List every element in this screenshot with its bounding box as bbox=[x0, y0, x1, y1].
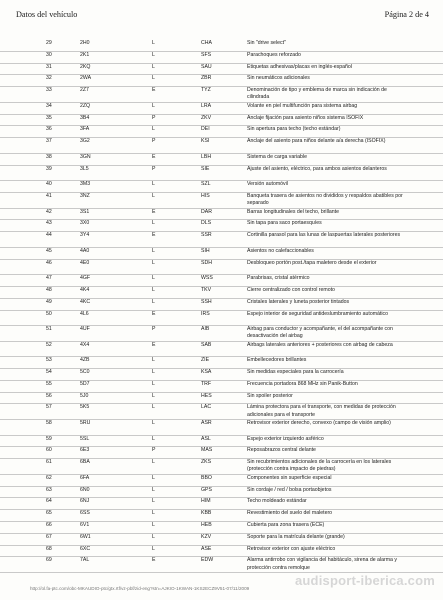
table-row bbox=[0, 475, 443, 487]
pr-code: LAC bbox=[201, 404, 212, 411]
table-row bbox=[0, 404, 443, 420]
category: L bbox=[152, 275, 155, 282]
category: L bbox=[152, 220, 155, 227]
description: Sin "drive select" bbox=[247, 40, 286, 46]
table-row bbox=[0, 393, 443, 405]
table-row bbox=[0, 436, 443, 448]
equipment-table bbox=[0, 40, 443, 573]
table-row bbox=[0, 557, 443, 573]
row-number: 46 bbox=[46, 259, 52, 266]
row-number: 32 bbox=[46, 75, 52, 82]
pr-code: ZBR bbox=[201, 75, 212, 82]
pr-code: DAR bbox=[201, 208, 212, 215]
row-number: 54 bbox=[46, 369, 52, 376]
watermark-logo: audisport-iberica.com bbox=[294, 573, 435, 588]
table-row bbox=[0, 87, 443, 103]
option-code: 3M3 bbox=[80, 181, 91, 188]
description: Sin medidas especiales para la carrocería bbox=[247, 369, 344, 376]
category: L bbox=[152, 192, 155, 199]
description: Airbag para conductor y acompañante, el del acompañante con desactivación del airbag bbox=[247, 326, 393, 340]
pr-code: SIH bbox=[201, 247, 210, 254]
row-number: 37 bbox=[46, 138, 52, 145]
option-code: 4KC bbox=[80, 298, 91, 305]
category: L bbox=[152, 357, 155, 364]
option-code: 5C0 bbox=[80, 369, 90, 376]
option-code: 5SL bbox=[80, 435, 90, 442]
table-row bbox=[0, 260, 443, 276]
row-number: 43 bbox=[46, 220, 52, 227]
table-row bbox=[0, 209, 443, 221]
description: Desbloqueo portón post./tapa maletero desde el exterior bbox=[247, 259, 377, 266]
pr-code: HIS bbox=[201, 192, 210, 199]
row-number: 58 bbox=[46, 420, 52, 427]
row-number: 29 bbox=[46, 40, 52, 46]
document-title: Datos del vehículo bbox=[16, 10, 78, 19]
category: P bbox=[152, 326, 156, 333]
pr-code: SAB bbox=[201, 341, 212, 348]
table-row bbox=[0, 75, 443, 87]
category: L bbox=[152, 435, 155, 442]
description: Banqueta trasera de asientos no divididos y respaldos abatibles por separado bbox=[247, 192, 403, 207]
option-code: 5D7 bbox=[80, 380, 90, 387]
row-number: 34 bbox=[46, 102, 52, 109]
option-code: 3B4 bbox=[80, 114, 90, 121]
category: L bbox=[152, 126, 155, 133]
category: L bbox=[152, 510, 155, 517]
pr-code: HEB bbox=[201, 522, 212, 529]
row-number: 36 bbox=[46, 126, 52, 133]
pr-code: GPS bbox=[201, 486, 212, 493]
table-row bbox=[0, 138, 443, 154]
pr-code: HIM bbox=[201, 498, 211, 505]
row-number: 68 bbox=[46, 545, 52, 552]
table-row bbox=[0, 546, 443, 558]
row-number: 50 bbox=[46, 310, 52, 317]
description: Anclaje fijación para asiento niños sistema ISOFIX bbox=[247, 114, 364, 121]
pr-code: IRS bbox=[201, 310, 210, 317]
pr-code: KSI bbox=[201, 138, 210, 145]
category: L bbox=[152, 404, 155, 411]
table-row bbox=[0, 498, 443, 510]
category: P bbox=[152, 447, 156, 454]
category: L bbox=[152, 298, 155, 305]
option-code: 4ZB bbox=[80, 357, 90, 364]
description: Sin apertura para techo (techo estándar) bbox=[247, 126, 341, 133]
option-code: 4X4 bbox=[80, 341, 90, 348]
option-code: 4UF bbox=[80, 326, 90, 333]
row-number: 40 bbox=[46, 181, 52, 188]
category: E bbox=[152, 87, 156, 94]
pr-code: LRA bbox=[201, 102, 212, 109]
row-number: 47 bbox=[46, 275, 52, 282]
pr-code: LBH bbox=[201, 153, 212, 160]
option-code: 5J0 bbox=[80, 392, 89, 399]
row-number: 61 bbox=[46, 459, 52, 466]
description: Volante en piel multifunción para sistema airbag bbox=[247, 102, 358, 109]
row-number: 60 bbox=[46, 447, 52, 454]
category: E bbox=[152, 208, 156, 215]
row-number: 57 bbox=[46, 404, 52, 411]
table-row bbox=[0, 103, 443, 115]
option-code: 3NZ bbox=[80, 192, 90, 199]
description: Cubierta para zona trasera (ECE) bbox=[247, 522, 325, 529]
category: L bbox=[152, 286, 155, 293]
pr-code: EDW bbox=[201, 557, 214, 564]
category: L bbox=[152, 474, 155, 481]
category: L bbox=[152, 247, 155, 254]
option-code: 6N0 bbox=[80, 486, 90, 493]
pr-code: ZKV bbox=[201, 114, 212, 121]
category: L bbox=[152, 380, 155, 387]
option-code: 4K4 bbox=[80, 286, 90, 293]
category: L bbox=[152, 51, 155, 58]
table-row bbox=[0, 154, 443, 166]
pr-code: AIB bbox=[201, 326, 210, 333]
description: Alarma antirrobo con vigilancia del habitáculo, sirena de alarma y protección contra remolque bbox=[247, 557, 397, 571]
row-number: 63 bbox=[46, 486, 52, 493]
table-row bbox=[0, 381, 443, 393]
pr-code: SAU bbox=[201, 63, 212, 70]
table-row bbox=[0, 232, 443, 248]
description: Denominación de tipo y emblema de marca sin indicación de cilindrada bbox=[247, 87, 387, 101]
row-number: 48 bbox=[46, 286, 52, 293]
option-code: 4A0 bbox=[80, 247, 90, 254]
table-row bbox=[0, 64, 443, 76]
pr-code: SSR bbox=[201, 232, 212, 239]
table-row bbox=[0, 52, 443, 64]
option-code: 5K5 bbox=[80, 404, 90, 411]
option-code: 2H0 bbox=[80, 40, 90, 46]
category: L bbox=[152, 369, 155, 376]
description: Revestimiento del suelo del maletero bbox=[247, 510, 333, 517]
option-code: 6SS bbox=[80, 510, 90, 517]
option-code: 6BA bbox=[80, 459, 90, 466]
table-row bbox=[0, 193, 443, 209]
option-code: 6FA bbox=[80, 474, 90, 481]
description: Ajuste del asiento, eléctrico, para ambos asientos delanteros bbox=[247, 165, 387, 172]
description: Retrovisor exterior derecho, convexo (campo de visión amplio) bbox=[247, 420, 391, 427]
row-number: 39 bbox=[46, 165, 52, 172]
row-number: 66 bbox=[46, 522, 52, 529]
category: L bbox=[152, 392, 155, 399]
category: E bbox=[152, 341, 156, 348]
table-row bbox=[0, 40, 443, 52]
pr-code: CHA bbox=[201, 40, 212, 46]
row-number: 45 bbox=[46, 247, 52, 254]
description: Sin spoiler posterior bbox=[247, 392, 293, 399]
option-code: 6XC bbox=[80, 545, 91, 552]
description: Parachoques reforzado bbox=[247, 51, 301, 58]
pr-code: SFS bbox=[201, 51, 212, 58]
pr-code: SDH bbox=[201, 259, 212, 266]
table-row bbox=[0, 299, 443, 311]
category: L bbox=[152, 533, 155, 540]
table-row bbox=[0, 181, 443, 193]
description: Espejo interior de seguridad antideslumbramiento automático bbox=[247, 310, 389, 317]
option-code: 4GF bbox=[80, 275, 91, 282]
option-code: 6NJ bbox=[80, 498, 90, 505]
table-row bbox=[0, 342, 443, 358]
category: E bbox=[152, 310, 156, 317]
row-number: 65 bbox=[46, 510, 52, 517]
pr-code: TKV bbox=[201, 286, 212, 293]
description: Componentes sin superficie especial bbox=[247, 474, 332, 481]
table-row bbox=[0, 510, 443, 522]
option-code: 3GN bbox=[80, 153, 91, 160]
description: Barras longitudinales del techo, brillante bbox=[247, 208, 339, 215]
pr-code: TYZ bbox=[201, 87, 211, 94]
option-code: 3G2 bbox=[80, 138, 90, 145]
category: P bbox=[152, 114, 156, 121]
pr-code: SIE bbox=[201, 165, 210, 172]
row-number: 33 bbox=[46, 87, 52, 94]
pr-code: BBO bbox=[201, 474, 212, 481]
option-code: 5RU bbox=[80, 420, 91, 427]
category: L bbox=[152, 63, 155, 70]
pr-code: ZIE bbox=[201, 357, 210, 364]
option-code: 4E0 bbox=[80, 259, 90, 266]
description: Soporte para la matrícula delante (grande) bbox=[247, 533, 345, 540]
description: Sin tapa para saco portaesquíes bbox=[247, 220, 322, 227]
pr-code: TRF bbox=[201, 380, 212, 387]
category: E bbox=[152, 232, 156, 239]
table-row bbox=[0, 248, 443, 260]
option-code: 7AL bbox=[80, 557, 90, 564]
category: L bbox=[152, 486, 155, 493]
option-code: 2Z7 bbox=[80, 87, 89, 94]
option-code: 4L6 bbox=[80, 310, 89, 317]
page-number: Página 2 de 4 bbox=[384, 10, 429, 19]
pr-code: ZKS bbox=[201, 459, 212, 466]
table-row bbox=[0, 357, 443, 369]
option-code: 2K1 bbox=[80, 51, 90, 58]
category: L bbox=[152, 259, 155, 266]
category: E bbox=[152, 557, 156, 564]
description: Sin neumáticos adicionales bbox=[247, 75, 310, 82]
table-row bbox=[0, 115, 443, 127]
description: Reposabrazos central delante bbox=[247, 447, 316, 454]
description: Sin cordaje / red / bolsa portaobjetos bbox=[247, 486, 332, 493]
option-code: 6V1 bbox=[80, 522, 90, 529]
pr-code: SSH bbox=[201, 298, 212, 305]
pr-code: KSA bbox=[201, 369, 212, 376]
row-number: 59 bbox=[46, 435, 52, 442]
option-code: 2WA bbox=[80, 75, 92, 82]
table-row bbox=[0, 326, 443, 342]
row-number: 49 bbox=[46, 298, 52, 305]
description: Parabrisas, cristal atérmico bbox=[247, 275, 310, 282]
row-number: 55 bbox=[46, 380, 52, 387]
category: L bbox=[152, 522, 155, 529]
category: L bbox=[152, 545, 155, 552]
row-number: 38 bbox=[46, 153, 52, 160]
table-row bbox=[0, 311, 443, 327]
pr-code: KZV bbox=[201, 533, 212, 540]
category: L bbox=[152, 102, 155, 109]
table-row bbox=[0, 166, 443, 182]
row-number: 41 bbox=[46, 192, 52, 199]
description: Frecuencia portadora 868 MHz sin Panik-Button bbox=[247, 380, 358, 387]
description: Sin recubrimientos adicionales de la carrocería en los laterales (protección contra impacto de piedras) bbox=[247, 459, 392, 473]
description: Asientos no calefaccionables bbox=[247, 247, 314, 254]
pr-code: ASR bbox=[201, 420, 212, 427]
table-row bbox=[0, 420, 443, 436]
description: Embellecedores brillantes bbox=[247, 357, 307, 364]
pr-code: DLS bbox=[201, 220, 212, 227]
row-number: 64 bbox=[46, 498, 52, 505]
row-number: 69 bbox=[46, 557, 52, 564]
option-code: 2KQ bbox=[80, 63, 91, 70]
option-code: 3Y4 bbox=[80, 232, 90, 239]
table-row bbox=[0, 126, 443, 138]
pr-code: DEI bbox=[201, 126, 210, 133]
table-row bbox=[0, 220, 443, 232]
table-row bbox=[0, 447, 443, 459]
category: L bbox=[152, 459, 155, 466]
category: P bbox=[152, 165, 156, 172]
row-number: 67 bbox=[46, 533, 52, 540]
category: L bbox=[152, 420, 155, 427]
option-code: 6W1 bbox=[80, 533, 91, 540]
footer-url: http://ol.fa-ptc.com/obc-MKAUDIO-ptc/gtx.rtf/vz-pbf/zid-eng?stn=AJKIO-1KWAN-1KS2ECZ9V51-07/11/2009 bbox=[30, 586, 250, 591]
row-number: 62 bbox=[46, 474, 52, 481]
row-number: 56 bbox=[46, 392, 52, 399]
row-number: 51 bbox=[46, 326, 52, 333]
table-row bbox=[0, 487, 443, 499]
table-row bbox=[0, 369, 443, 381]
option-code: 2ZQ bbox=[80, 102, 91, 109]
pr-code: ASE bbox=[201, 545, 212, 552]
option-code: 3S1 bbox=[80, 208, 90, 215]
pr-code: WSS bbox=[201, 275, 213, 282]
option-code: 3FA bbox=[80, 126, 90, 133]
pr-code: MAS bbox=[201, 447, 213, 454]
description: Cristales laterales y luneta posterior tintados bbox=[247, 298, 350, 305]
table-row bbox=[0, 534, 443, 546]
row-number: 52 bbox=[46, 341, 52, 348]
row-number: 42 bbox=[46, 208, 52, 215]
description: Espejo exterior izquierdo asférico bbox=[247, 435, 324, 442]
pr-code: HES bbox=[201, 392, 212, 399]
pr-code: ASL bbox=[201, 435, 211, 442]
category: L bbox=[152, 498, 155, 505]
category: L bbox=[152, 75, 155, 82]
description: Lámina protectora para el transporte, con medidas de protección adicionales para el transporte bbox=[247, 404, 396, 418]
row-number: 35 bbox=[46, 114, 52, 121]
description: Cortinilla parasol para las lunas de laspuertas laterales posteriores bbox=[247, 232, 401, 239]
pr-code: SZL bbox=[201, 181, 211, 188]
option-code: 6E3 bbox=[80, 447, 90, 454]
category: P bbox=[152, 138, 156, 145]
category: L bbox=[152, 181, 155, 188]
option-code: 3X0 bbox=[80, 220, 90, 227]
description: Etiquetas adhesivas/placas en inglés-español bbox=[247, 63, 352, 70]
table-row bbox=[0, 459, 443, 475]
description: Retrovisor exterior con ajuste eléctrico bbox=[247, 545, 336, 552]
description: Airbags laterales anteriores + posteriores con airbag de cabeza bbox=[247, 341, 393, 348]
description: Versión automóvil bbox=[247, 181, 288, 188]
option-code: 3L5 bbox=[80, 165, 89, 172]
description: Techo moldeado estándar bbox=[247, 498, 307, 505]
pr-code: KBB bbox=[201, 510, 212, 517]
description: Sistema de carga variable bbox=[247, 153, 307, 160]
row-number: 53 bbox=[46, 357, 52, 364]
description: Anclaje del asiento para niños delante a/a derecha (ISOFIX) bbox=[247, 138, 386, 145]
category: E bbox=[152, 153, 156, 160]
description: Cierre centralizado con control remoto bbox=[247, 286, 335, 293]
table-row bbox=[0, 287, 443, 299]
table-row bbox=[0, 522, 443, 534]
row-number: 30 bbox=[46, 51, 52, 58]
row-number: 44 bbox=[46, 232, 52, 239]
table-row bbox=[0, 275, 443, 287]
row-number: 31 bbox=[46, 63, 52, 70]
category: L bbox=[152, 40, 155, 46]
